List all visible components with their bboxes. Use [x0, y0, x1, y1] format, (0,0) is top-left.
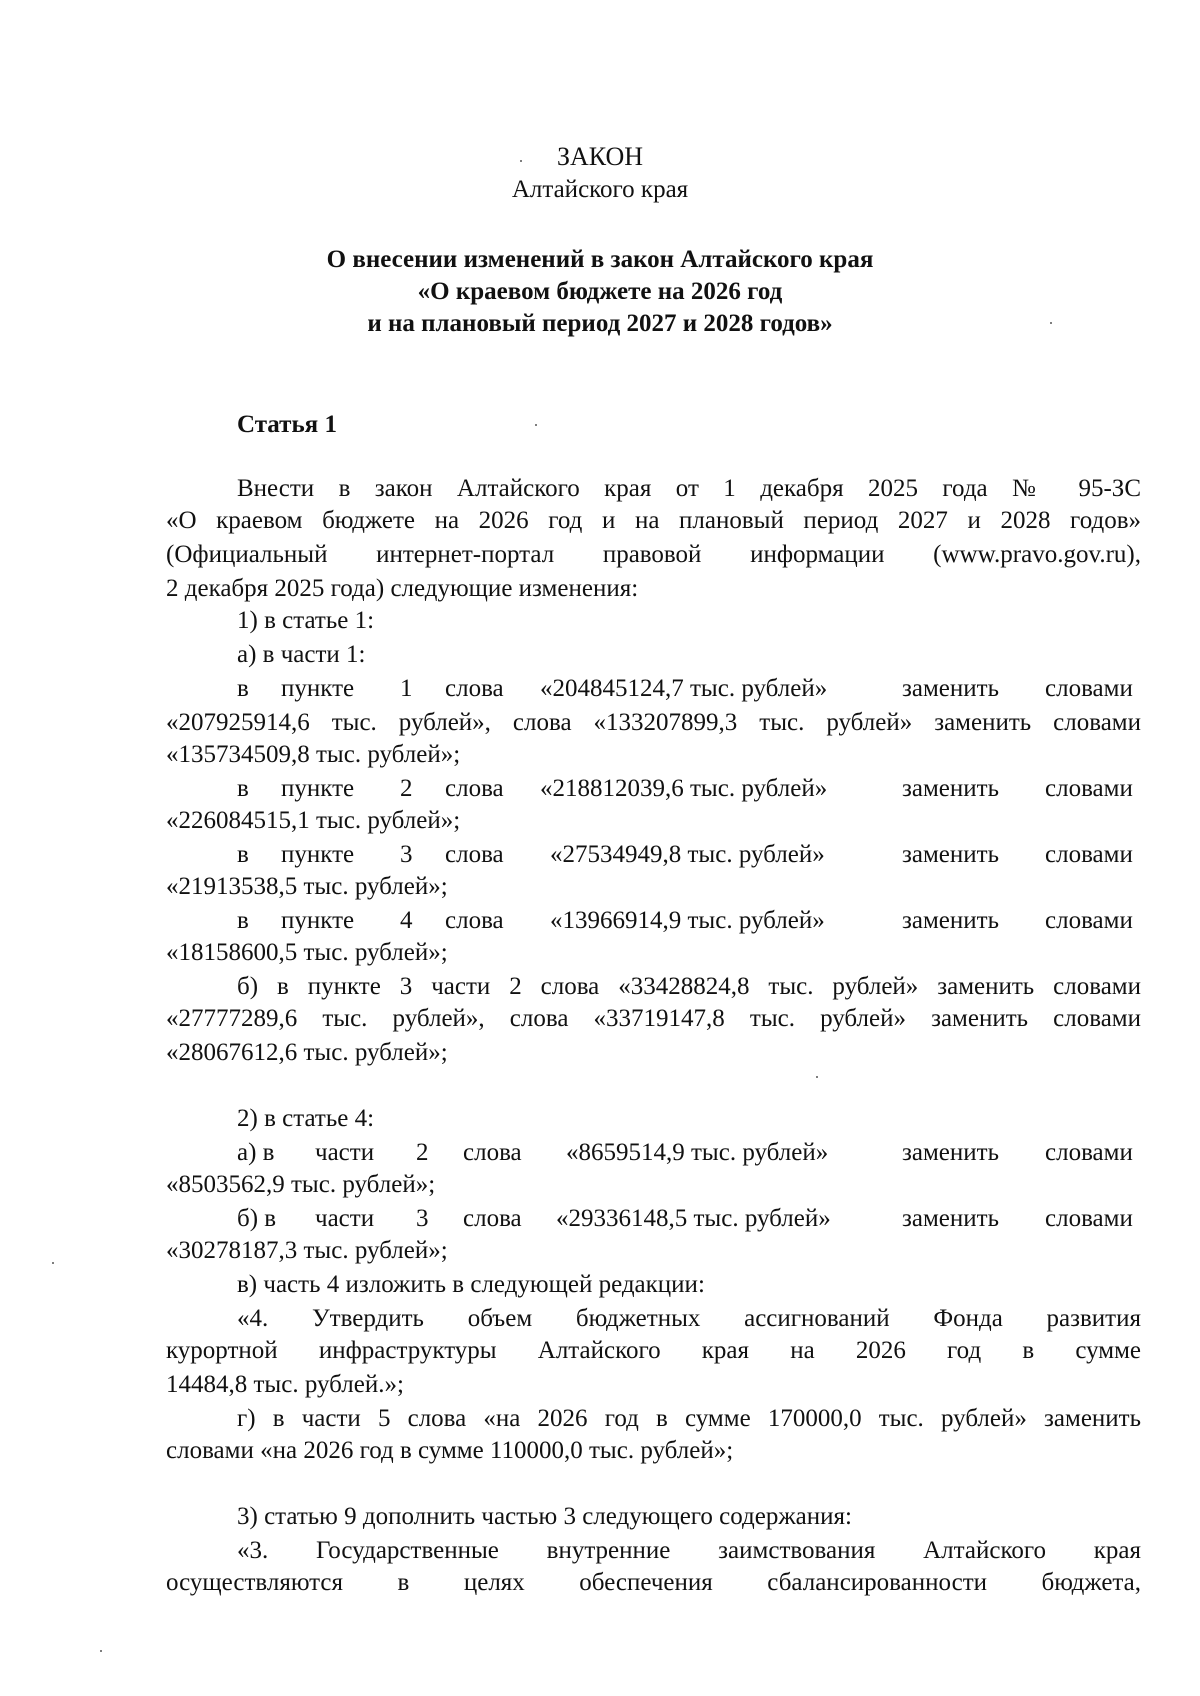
item1-p1-line-2: «207925914,6 тыс. рублей», слова «133207899,3 тыс. рублей» заменить словами — [166, 709, 1141, 736]
item2-b-line-2: «30278187,3 тыс. рублей»; — [166, 1237, 448, 1264]
word: заменить — [902, 1139, 999, 1166]
word: словами — [1045, 1205, 1133, 1232]
article-title: Статья 1 — [237, 411, 337, 438]
amount: «13966914,9 тыс. рублей» — [550, 907, 825, 934]
word: 1 — [400, 675, 413, 702]
item2-g-line-1: г) в части 5 слова «на 2026 год в сумме 170000,0 тыс. рублей» заменить — [237, 1405, 1141, 1432]
item1-part-a: а) в части 1: — [237, 641, 366, 668]
word: части — [315, 1139, 375, 1166]
scan-speck — [52, 1262, 54, 1264]
word: слова — [445, 675, 504, 702]
word: словами — [1045, 675, 1133, 702]
item1-p4-line-2: «18158600,5 тыс. рублей»; — [166, 939, 448, 966]
word: пункте — [281, 675, 355, 702]
amount: «8659514,9 тыс. рублей» — [566, 1139, 829, 1166]
item3-label: 3) статью 9 дополнить частью 3 следующего содержания: — [237, 1503, 852, 1530]
law-title: ЗАКОН — [556, 142, 644, 171]
scan-speck — [100, 1650, 102, 1652]
word: слова — [463, 1139, 522, 1166]
item2-a-line-2: «8503562,9 тыс. рублей»; — [166, 1171, 436, 1198]
item1-p1-line-1 — [166, 674, 1141, 704]
item1-part-b-line-3: «28067612,6 тыс. рублей»; — [166, 1039, 448, 1066]
word: в — [237, 675, 249, 702]
word: слова — [445, 907, 504, 934]
word: пункте — [281, 907, 355, 934]
intro-line-4: 2 декабря 2025 года) следующие изменения: — [166, 575, 639, 602]
item1-label: 1) в статье 1: — [237, 607, 375, 634]
amount: «204845124,7 тыс. рублей» — [540, 675, 828, 702]
amount: «27534949,8 тыс. рублей» — [550, 841, 825, 868]
item2-v: в) часть 4 изложить в следующей редакции: — [237, 1271, 705, 1298]
word: а) в — [237, 1139, 275, 1166]
word: в — [237, 907, 249, 934]
word: 3 — [400, 841, 413, 868]
item2-quote-line-3: 14484,8 тыс. рублей.»; — [166, 1371, 404, 1398]
word: слова — [463, 1205, 522, 1232]
word: заменить — [902, 675, 999, 702]
word: 3 — [416, 1205, 429, 1232]
word: слова — [445, 841, 504, 868]
word: словами — [1045, 841, 1133, 868]
intro-line-3: (Официальный интернет-портал правовой информации (www.pravo.gov.ru), — [166, 541, 1141, 568]
word: пункте — [281, 775, 355, 802]
item1-p1-line-3: «135734509,8 тыс. рублей»; — [166, 741, 461, 768]
word: заменить — [902, 841, 999, 868]
word: части — [315, 1205, 375, 1232]
item2-g-line-2: словами «на 2026 год в сумме 110000,0 тыс. рублей»; — [166, 1437, 734, 1464]
item3-quote-line-2: осуществляются в целях обеспечения сбалансированности бюджета, — [166, 1569, 1141, 1596]
item1-p2-line-1 — [166, 774, 1141, 804]
item2-a-line-1 — [166, 1138, 1141, 1168]
intro-line-1: Внести в закон Алтайского края от 1 декабря 2025 года № 95-ЗС — [237, 475, 1141, 502]
intro-line-2: «О краевом бюджете на 2026 год и на плановый период 2027 и 2028 годов» — [166, 507, 1141, 534]
item2-quote-line-1: «4. Утвердить объем бюджетных ассигнований Фонда развития — [237, 1305, 1141, 1332]
scan-speck — [520, 160, 522, 162]
amount: «218812039,6 тыс. рублей» — [540, 775, 828, 802]
word: словами — [1045, 1139, 1133, 1166]
word: заменить — [902, 1205, 999, 1232]
word: заменить — [902, 775, 999, 802]
law-region: Алтайского края — [511, 176, 689, 203]
item2-b-line-1 — [166, 1204, 1141, 1234]
item3-quote-line-1: «3. Государственные внутренние заимствования Алтайского края — [237, 1537, 1141, 1564]
word: слова — [445, 775, 504, 802]
amount: «29336148,5 тыс. рублей» — [556, 1205, 831, 1232]
word: словами — [1045, 775, 1133, 802]
scan-speck — [1050, 322, 1052, 324]
item1-part-b-line-1: б) в пункте 3 части 2 слова «33428824,8 тыс. рублей» заменить словами — [237, 973, 1141, 1000]
scan-speck — [535, 424, 537, 426]
item1-p3-line-1 — [166, 840, 1141, 870]
item1-p3-line-2: «21913538,5 тыс. рублей»; — [166, 873, 448, 900]
item1-part-b-line-2: «27777289,6 тыс. рублей», слова «33719147,8 тыс. рублей» заменить словами — [166, 1005, 1141, 1032]
word: пункте — [281, 841, 355, 868]
law-heading-line-3: и на плановый период 2027 и 2028 годов» — [367, 310, 833, 337]
word: словами — [1045, 907, 1133, 934]
item1-p4-line-1 — [166, 906, 1141, 936]
word: в — [237, 841, 249, 868]
word: 4 — [400, 907, 413, 934]
item2-label: 2) в статье 4: — [237, 1105, 375, 1132]
word: заменить — [902, 907, 999, 934]
word: 2 — [416, 1139, 429, 1166]
item2-quote-line-2: курортной инфраструктуры Алтайского края на 2026 год в сумме — [166, 1337, 1141, 1364]
word: б) в — [237, 1205, 277, 1232]
scan-speck — [816, 1076, 818, 1078]
law-heading-line-2: «О краевом бюджете на 2026 год — [417, 278, 783, 305]
law-heading-line-1: О внесении изменений в закон Алтайского края — [326, 246, 874, 273]
word: в — [237, 775, 249, 802]
word: 2 — [400, 775, 413, 802]
item1-p2-line-2: «226084515,1 тыс. рублей»; — [166, 807, 461, 834]
